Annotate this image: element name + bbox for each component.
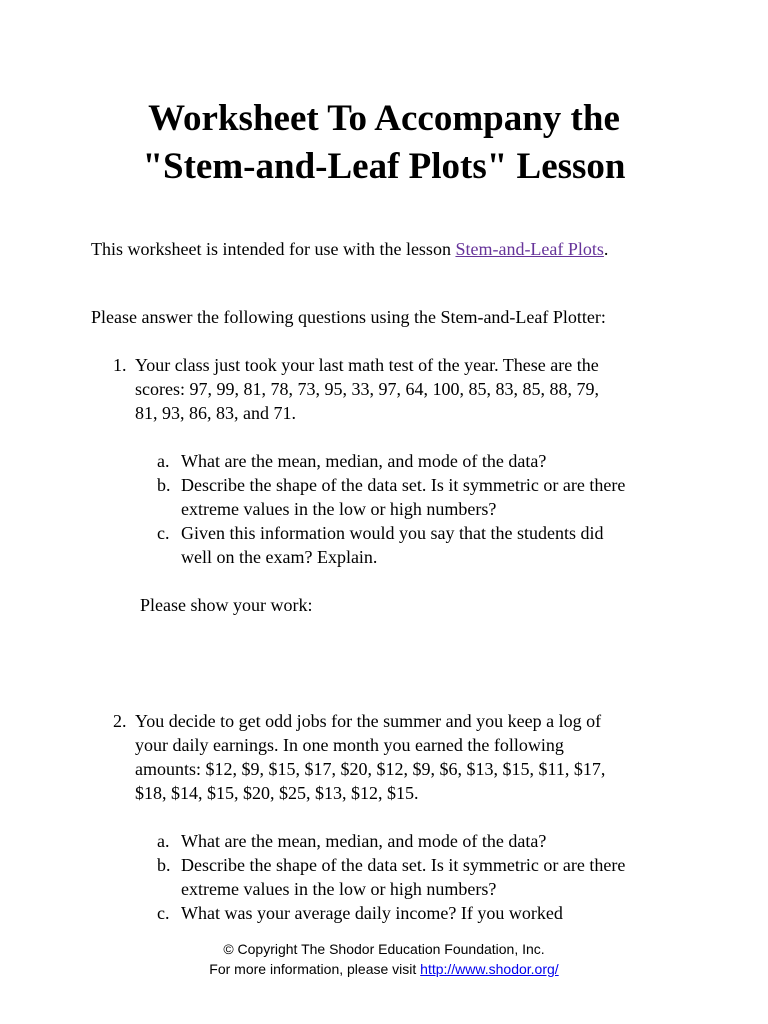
q1-sub-b-line: Describe the shape of the data set. Is it symmetric or are there bbox=[181, 475, 626, 495]
q2-sub-a-letter: a. bbox=[157, 831, 170, 851]
q2-sub-b-letter: b. bbox=[157, 855, 171, 875]
q1-sub-c-letter: c. bbox=[157, 523, 170, 543]
question-2-number: 2. bbox=[113, 711, 127, 731]
question-1-number: 1. bbox=[113, 355, 127, 375]
instructions: Please answer the following questions using the Stem-and-Leaf Plotter: bbox=[91, 307, 606, 327]
shodor-link[interactable]: http://www.shodor.org/ bbox=[420, 961, 559, 977]
question-1-line: Your class just took your last math test of the year. These are the bbox=[135, 355, 599, 375]
copyright-notice: © Copyright The Shodor Education Foundation, Inc. bbox=[223, 941, 545, 957]
q1-sub-a-letter: a. bbox=[157, 451, 170, 471]
intro-text: This worksheet is intended for use with the lesson bbox=[91, 239, 456, 259]
question-2-line: amounts: $12, $9, $15, $17, $20, $12, $9, $6, $13, $15, $11, $17, bbox=[135, 759, 606, 779]
q1-sub-c-line: well on the exam? Explain. bbox=[181, 547, 378, 567]
title-line-1: Worksheet To Accompany the bbox=[148, 98, 620, 139]
q2-sub-b-line: extreme values in the low or high numbers? bbox=[181, 879, 497, 899]
question-1-text bbox=[135, 353, 695, 425]
lesson-link[interactable]: Stem-and-Leaf Plots bbox=[455, 239, 604, 259]
q2-sub-c-letter: c. bbox=[157, 903, 170, 923]
question-2-line: You decide to get odd jobs for the summer and you keep a log of bbox=[135, 711, 602, 731]
question-1-line: scores: 97, 99, 81, 78, 73, 95, 33, 97, 64, 100, 85, 83, 85, 88, 79, bbox=[135, 379, 599, 399]
q2-sub-a-text bbox=[181, 829, 546, 853]
q2-sub-c-line: What was your average daily income? If you worked bbox=[181, 903, 563, 923]
q2-sub-b-text bbox=[181, 853, 625, 901]
q2-sub-b-line: Describe the shape of the data set. Is it symmetric or are there bbox=[181, 855, 626, 875]
show-work-label: Please show your work: bbox=[140, 595, 313, 615]
question-1-line: 81, 93, 86, 83, and 71. bbox=[135, 403, 296, 423]
more-info-line bbox=[0, 960, 768, 978]
q1-sub-c-text bbox=[181, 521, 603, 569]
q1-sub-a-line: What are the mean, median, and mode of the data? bbox=[181, 451, 547, 471]
q2-sub-c-text bbox=[181, 901, 563, 925]
q1-sub-a-text bbox=[181, 449, 546, 473]
q1-sub-b-letter: b. bbox=[157, 475, 171, 495]
q2-sub-a-line: What are the mean, median, and mode of the data? bbox=[181, 831, 547, 851]
q1-sub-b-line: extreme values in the low or high numbers? bbox=[181, 499, 497, 519]
question-2-line: your daily earnings. In one month you earned the following bbox=[135, 735, 564, 755]
title-line-2: "Stem-and-Leaf Plots" Lesson bbox=[142, 146, 626, 187]
q1-sub-c-line: Given this information would you say that the students did bbox=[181, 523, 604, 543]
intro-period: . bbox=[603, 239, 609, 259]
q1-sub-b-text bbox=[181, 473, 625, 521]
question-2-line: $18, $14, $15, $20, $25, $13, $12, $15. bbox=[135, 783, 419, 803]
question-2-text bbox=[135, 709, 695, 805]
more-info-text: For more information, please visit bbox=[209, 961, 421, 977]
intro-paragraph bbox=[91, 237, 608, 261]
